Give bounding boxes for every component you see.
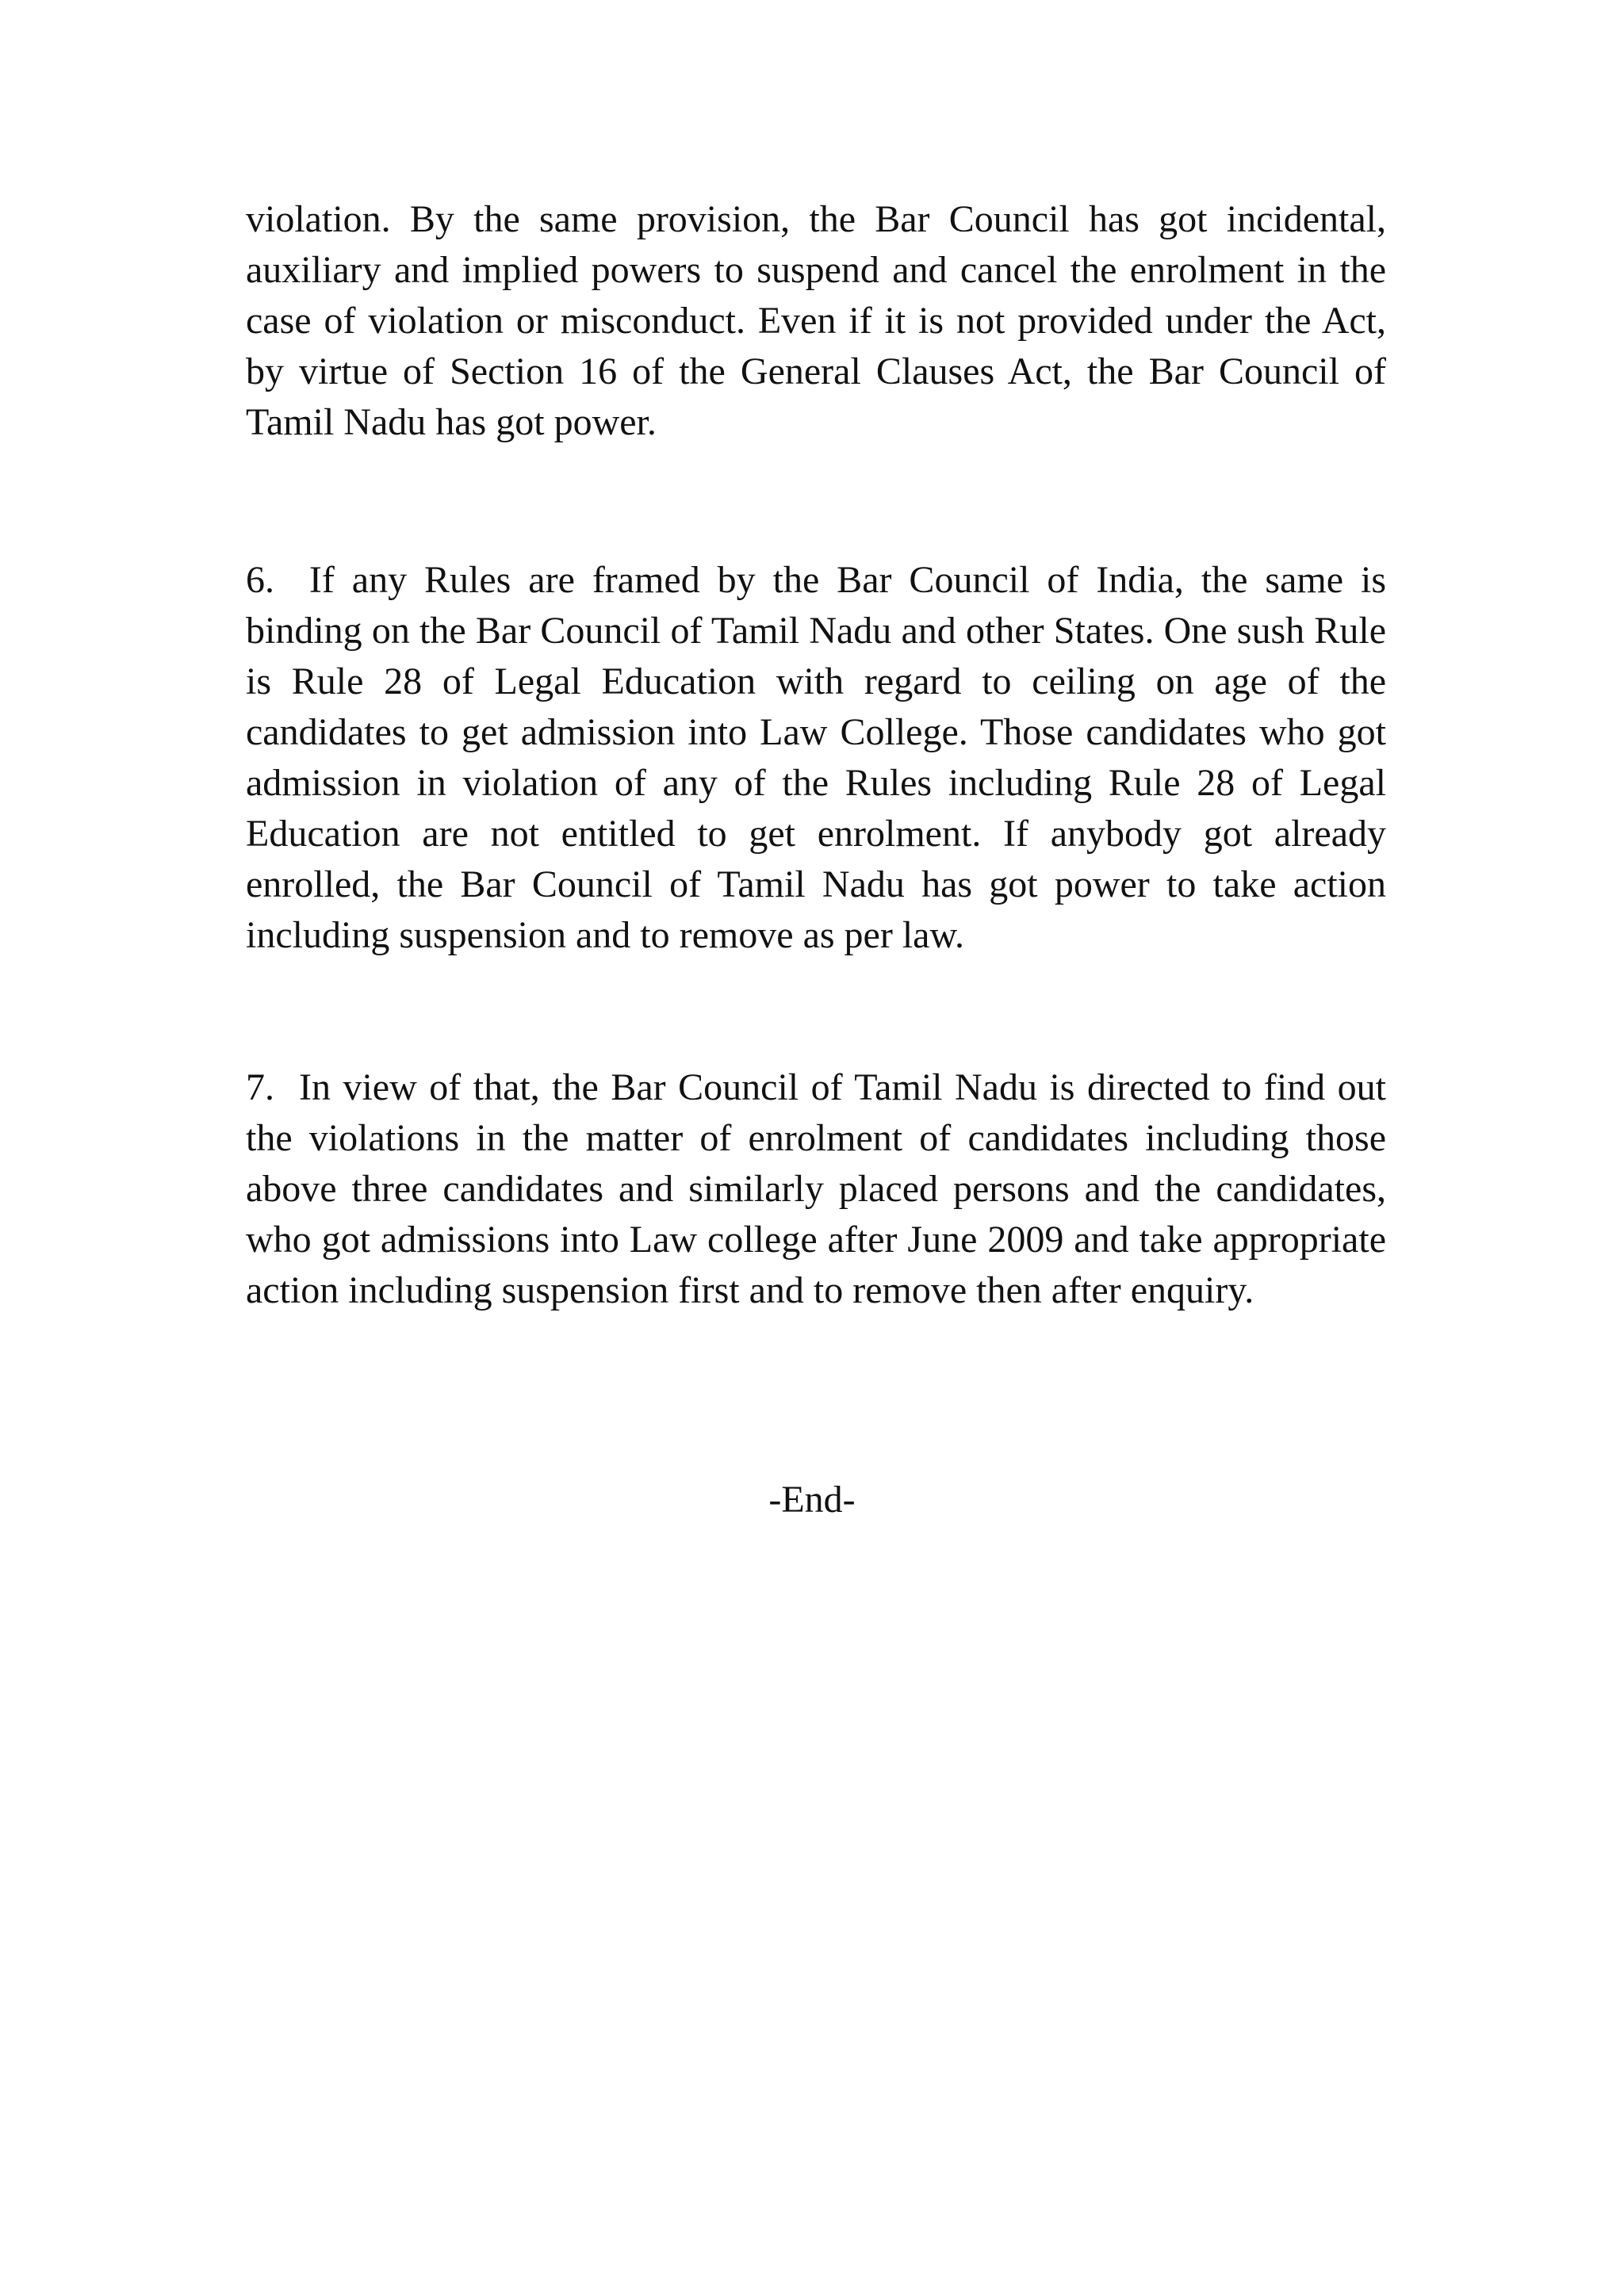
paragraph-continued: violation. By the same provision, the Bar Council has got incidental, auxiliary and implied powers to suspend and cancel the enrolment in the case of violation or misconduct. Even if it is not provided under the Act, by virtue of Section 16 of the General Clauses Act, the Bar Council of Tamil Nadu has got power. [246,198,1386,443]
paragraph-6: 6. If any Rules are framed by the Bar Council of India, the same is binding on the Bar Council of Tamil Nadu and other States. One sush Rule is Rule 28 of Legal Education with regard to ceiling on age of the candidates to get admission into Law College. Those candidates who got admission in violation of any of the Rules including Rule 28 of Legal Education are not entitled to get enrolment. If anybody got already enrolled, the Bar Council of Tamil Nadu has got power to take action including suspension and to remove as per law. [246,559,1386,956]
paragraph-7: 7. In view of that, the Bar Council of Tamil Nadu is directed to find out the violations in the matter of enrolment of candidates including those above three candidates and similarly placed persons and the candidates, who got admissions into Law college after June 2009 and take appropriate action including suspension first and to remove then after enquiry. [246,1066,1386,1311]
end-marker: -End- [768,1479,856,1521]
